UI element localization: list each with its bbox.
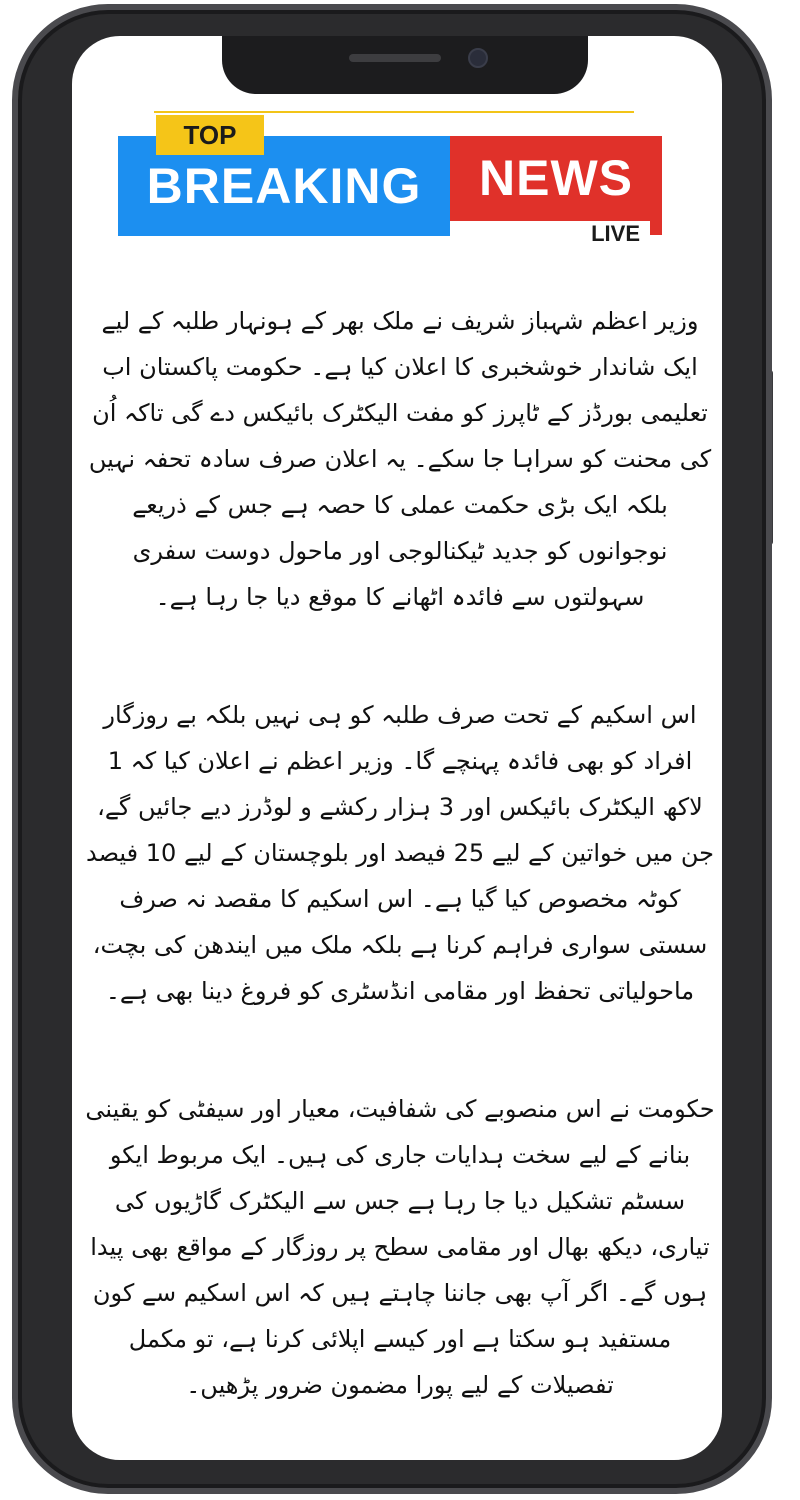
article-paragraph-2: اس اسکیم کے تحت صرف طلبہ کو ہی نہیں بلکہ بے روزگار افراد کو بھی فائدہ پہنچے گا۔ وزیر اعظم نے اعلان کیا کہ 1 لاکھ الیکٹرک بائیکس اور 3 ہزار رکشے و لوڈرز دیے جائیں گے، جن میں خواتین کے لیے 25 فیصد اور بلوچستان کے لیے 10 فیصد کوٹہ مخصوص کیا گیا ہے۔ اس اسکیم کا مقصد نہ صرف سستی سواری فراہم کرنا ہے بلکہ ملک میں ایندھن کی بچت، ماحولیاتی تحفظ اور مقامی انڈسٹری کو فروغ دینا بھی ہے۔ xyxy=(86,701,714,1005)
phone-notch xyxy=(222,36,588,94)
article-body xyxy=(84,290,716,1408)
article-paragraph-3: حکومت نے اس منصوبے کی شفافیت، معیار اور سیفٹی کو یقینی بنانے کے لیے سخت ہدایات جاری کی ہیں۔ ایک مربوط ایکو سسٹم تشکیل دیا جا رہا ہے جس سے الیکٹرک گاڑیوں کی تیاری، دیکھ بھال اور مقامی سطح پر روزگار کے مواقع بھی پیدا ہوں گے۔ اگر آپ بھی جاننا چاہتے ہیں کہ اس اسکیم سے کون مستفید ہو سکتا ہے اور کیسے اپلائی کرنا ہے، تو مکمل تفصیلات کے لیے پورا مضمون ضرور پڑھیں۔ xyxy=(85,1095,715,1399)
live-strip xyxy=(450,221,662,248)
banner-accent-line xyxy=(154,111,634,113)
breaking-label: BREAKING xyxy=(118,136,450,236)
breaking-news-banner xyxy=(118,108,664,248)
top-tag: TOP xyxy=(156,115,264,155)
front-camera-icon xyxy=(468,48,488,68)
banner-red-tab xyxy=(650,221,662,235)
news-label: NEWS xyxy=(450,136,662,221)
speaker-grille xyxy=(349,54,441,62)
live-label: LIVE xyxy=(591,221,640,246)
article-paragraph-1: وزیر اعظم شہباز شریف نے ملک بھر کے ہونہار طلبہ کے لیے ایک شاندار خوشخبری کا اعلان کیا ہے۔ حکومت پاکستان اب تعلیمی بورڈز کے ٹاپرز کو مفت الیکٹرک بائیکس دے گی تاکہ اُن کی محنت کو سراہا جا سکے۔ یہ اعلان صرف سادہ تحفہ نہیں بلکہ ایک بڑی حکمت عملی کا حصہ ہے جس کے ذریعے نوجوانوں کو جدید ٹیکنالوجی اور ماحول دوست سفری سہولتوں سے فائدہ اٹھانے کا موقع دیا جا رہا ہے۔ xyxy=(88,307,712,611)
